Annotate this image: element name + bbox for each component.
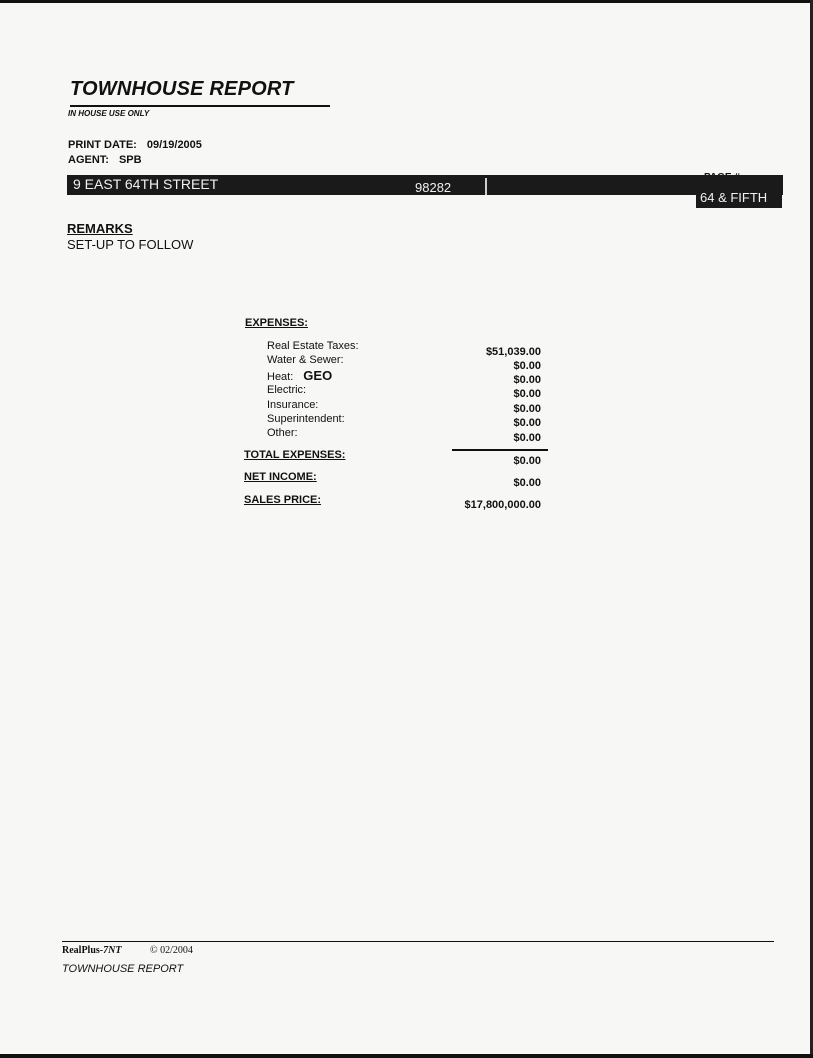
footer-brand	[62, 945, 121, 956]
report-subtitle: IN HOUSE USE ONLY	[68, 109, 150, 118]
footer-rule	[62, 941, 774, 942]
address-bar	[67, 175, 783, 195]
scan-edge-top	[0, 0, 813, 3]
heat-fuel-code: GEO	[303, 368, 333, 383]
expense-label: Water & Sewer:	[267, 354, 344, 366]
street-address: 9 EAST 64TH STREET	[73, 176, 219, 192]
expense-label: Superintendent:	[267, 413, 345, 425]
footer-title: TOWNHOUSE REPORT	[62, 963, 184, 975]
agent-row	[68, 154, 142, 166]
cross-streets-box	[696, 188, 782, 208]
footer-copyright: © 02/2004	[150, 945, 193, 956]
expense-label: Insurance:	[267, 399, 319, 411]
sales-price-value: $17,800,000.00	[464, 499, 541, 511]
expenses-heading: EXPENSES:	[245, 317, 308, 329]
net-income-value: $0.00	[513, 477, 541, 489]
expense-value: $0.00	[513, 374, 541, 386]
total-expenses-label: TOTAL EXPENSES:	[244, 449, 346, 461]
expense-label: Electric:	[267, 384, 307, 396]
expense-label: Other:	[267, 427, 298, 439]
sales-price-label: SALES PRICE:	[244, 494, 322, 506]
expense-value: $51,039.00	[485, 346, 541, 358]
remarks-text: SET-UP TO FOLLOW	[67, 237, 194, 252]
expense-value: $0.00	[513, 388, 541, 400]
report-title: TOWNHOUSE REPORT	[70, 78, 294, 100]
expense-label-heat	[267, 368, 332, 383]
expense-value: $0.00	[513, 360, 541, 372]
expense-value: $0.00	[513, 417, 541, 429]
total-rule	[452, 449, 548, 451]
agent-value: SPB	[118, 154, 142, 166]
agent-label: AGENT:	[68, 154, 109, 166]
print-date-value: 09/19/2005	[146, 139, 202, 151]
print-date-row	[68, 139, 202, 151]
expense-value: $0.00	[513, 403, 541, 415]
print-date-label: PRINT DATE:	[68, 139, 137, 151]
net-income-label: NET INCOME:	[244, 471, 317, 483]
scan-edge-bottom	[0, 1054, 813, 1058]
address-bar-divider	[485, 178, 487, 195]
expense-label: Real Estate Taxes:	[267, 340, 359, 352]
footer-brand-name: RealPlus-	[62, 945, 104, 956]
listing-number: 98282	[415, 180, 452, 195]
heat-label: Heat:	[267, 371, 294, 383]
footer-brand-suffix: 7NT	[103, 945, 122, 956]
title-underline	[70, 105, 330, 107]
remarks-heading: REMARKS	[67, 221, 133, 236]
cross-streets: 64 & FIFTH	[700, 190, 768, 205]
total-expenses-value: $0.00	[513, 455, 541, 467]
expense-value: $0.00	[513, 432, 541, 444]
